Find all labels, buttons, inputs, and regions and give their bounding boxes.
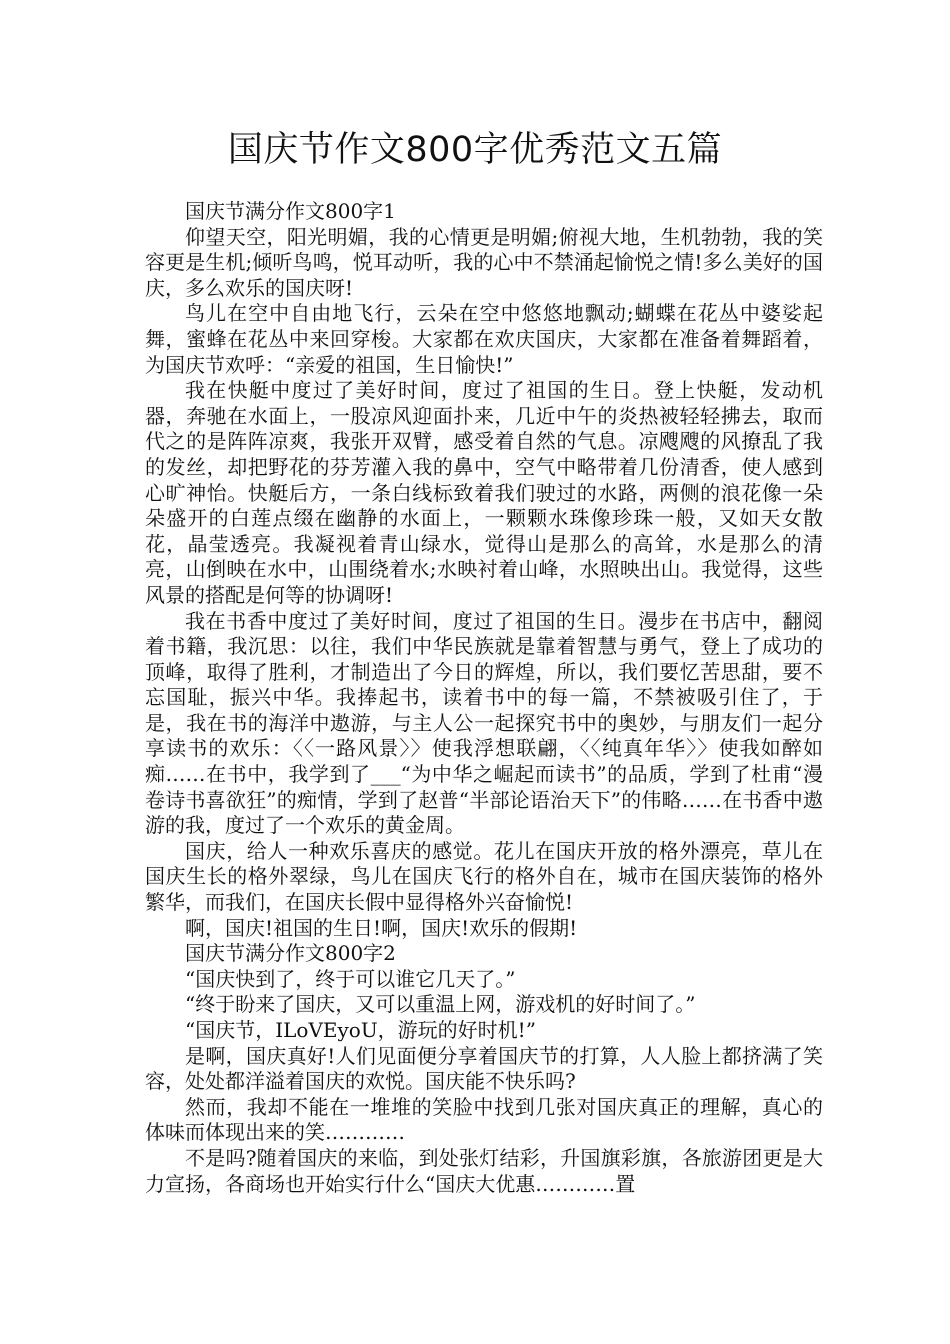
paragraph: 仰望天空，阳光明媚，我的心情更是明媚;俯视大地，生机勃勃，我的笑容更是生机;倾听鸟鸣，悦耳动听，我的心中不禁涌起愉悦之情!多么美好的国庆，多么欢乐的国庆呀! <box>145 224 823 300</box>
paragraph: 国庆，给人一种欢乐喜庆的感觉。花儿在国庆开放的格外漂亮，草儿在国庆生长的格外翠绿，鸟儿在国庆飞行的格外自在，城市在国庆装饰的格外繁华，而我们，在国庆长假中显得格外兴奋愉悦! <box>145 838 823 915</box>
section-heading: 国庆节满分作文800字1 <box>185 199 396 223</box>
paragraph: 然而，我却不能在一堆堆的笑脸中找到几张对国庆真正的理解，真心的体味而体现出来的笑………… <box>145 1094 823 1145</box>
paragraph: 是啊，国庆真好!人们见面便分享着国庆节的打算，人人脸上都挤满了笑容，处处都洋溢着国庆的欢悦。国庆能不快乐吗? <box>145 1043 823 1094</box>
paragraph: 我在书香中度过了美好时间，度过了祖国的生日。漫步在书店中，翻阅着书籍，我沉思：以往，我们中华民族就是靠着智慧与勇气，登上了成功的顶峰，取得了胜利，才制造出了今日的辉煌，所以，我们要忆苦思甜，要不忘国耻，振兴中华。我捧起书，读着书中的每一篇，不禁被吸引住了，于是，我在书的海洋中遨游，与主人公一起探究书中的奥妙，与朋友们一起分享读书的欢乐：〈〈一路风景〉〉使我浮想联翩，〈〈纯真年华〉〉使我如醉如痴……在书中，我学到了___“为中华之崛起而读书”的品质，学到了杜甫“漫卷诗书喜欲狂”的痴情，学到了赵普“半部论语治天下”的伟略……在书香中遨游的我，度过了一个欢乐的黄金周。 <box>145 608 823 838</box>
paragraph: 鸟儿在空中自由地飞行，云朵在空中悠悠地飘动;蝴蝶在花丛中婆娑起舞，蜜蜂在花丛中来回穿梭。大家都在欢庆国庆，大家都在准备着舞蹈着，为国庆节欢呼：“亲爱的祖国，生日愉快!” <box>145 301 823 377</box>
paragraph: 我在快艇中度过了美好时间，度过了祖国的生日。登上快艇，发动机器，奔驰在水面上，一股凉风迎面扑来，几近中午的炎热被轻轻拂去，取而代之的是阵阵凉爽，我张开双臂，感受着自然的气息。凉飕飕的风撩乱了我的发丝，却把野花的芬芳灌入我的鼻中，空气中略带着几份清香，使人感到心旷神怡。快艇后方，一条白线标致着我们驶过的水路，两侧的浪花像一朵朵盛开的白莲点缀在幽静的水面上，一颗颗水珠像珍珠一般，又如天女散花，晶莹透亮。我凝视着青山绿水，觉得山是那么的高耸，水是那么的清亮，山倒映在水中，山围绕着水;水映衬着山峰，水照映出山。我觉得，这些风景的搭配是何等的协调呀! <box>145 378 823 607</box>
paragraph: 啊，国庆!祖国的生日!啊，国庆!欢乐的假期! <box>185 915 578 940</box>
document-body <box>145 199 823 1197</box>
document-title: 国庆节作文800字优秀范文五篇 <box>227 130 723 170</box>
paragraph: “国庆快到了，终于可以谁它几天了。” <box>185 966 516 991</box>
paragraph: 不是吗?随着国庆的来临，到处张灯结彩，升国旗彩旗，各旅游团更是大力宣扬，各商场也开始实行什么“国庆大优惠…………置 <box>145 1145 823 1196</box>
section-heading: 国庆节满分作文800字2 <box>185 941 396 966</box>
paragraph: “终于盼来了国庆，又可以重温上网，游戏机的好时间了。” <box>185 992 696 1017</box>
paragraph: “国庆节，ILoVEyoU，游玩的好时机!” <box>185 1018 536 1042</box>
